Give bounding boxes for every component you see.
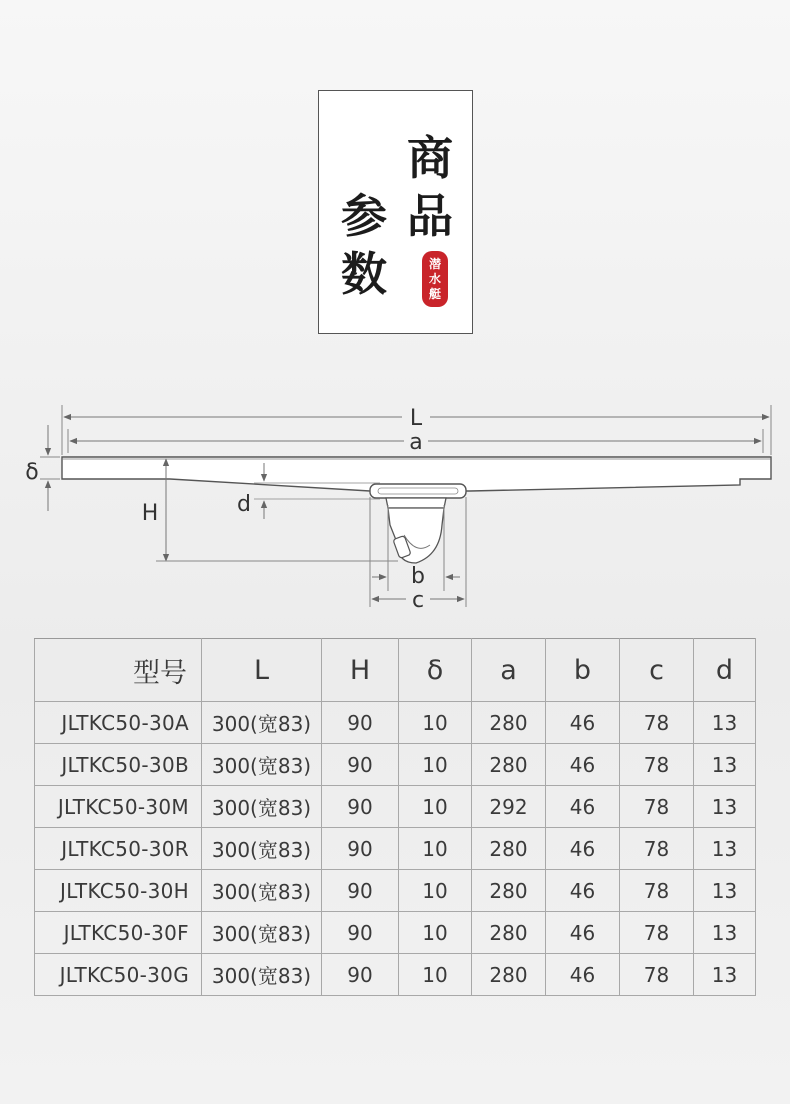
cell-a: 280 xyxy=(472,870,546,912)
cell-a: 280 xyxy=(472,702,546,744)
cell-b: 46 xyxy=(546,702,620,744)
cell-c: 78 xyxy=(620,954,694,996)
cell-L: 300(宽83) xyxy=(202,954,322,996)
label-b: b xyxy=(411,564,425,589)
cell-d: 13 xyxy=(694,870,756,912)
header-a: a xyxy=(472,639,546,702)
cell-d: 13 xyxy=(694,786,756,828)
title-char-2: 品 xyxy=(407,189,453,243)
cell-delta: 10 xyxy=(399,828,472,870)
cell-H: 90 xyxy=(322,954,399,996)
header-b: b xyxy=(546,639,620,702)
cell-c: 78 xyxy=(620,912,694,954)
cell-a: 280 xyxy=(472,912,546,954)
cell-H: 90 xyxy=(322,786,399,828)
cell-H: 90 xyxy=(322,870,399,912)
cell-b: 46 xyxy=(546,912,620,954)
cell-a: 280 xyxy=(472,954,546,996)
table-row xyxy=(35,912,756,954)
cell-model: JLTKC50-30B xyxy=(35,744,202,786)
header-d: d xyxy=(694,639,756,702)
seal-char-2: 水 xyxy=(428,271,441,286)
table-row xyxy=(35,954,756,996)
cell-delta: 10 xyxy=(399,786,472,828)
header-delta: δ xyxy=(399,639,472,702)
spec-table xyxy=(34,638,756,996)
cell-c: 78 xyxy=(620,828,694,870)
table-row xyxy=(35,744,756,786)
label-a: a xyxy=(409,430,423,455)
drain-channel-body xyxy=(62,457,771,563)
cell-model: JLTKC50-30H xyxy=(35,870,202,912)
title-char-3: 参 xyxy=(341,189,387,243)
seal-char-1: 潜 xyxy=(428,256,441,271)
cell-delta: 10 xyxy=(399,954,472,996)
label-d: d xyxy=(237,492,251,517)
cell-L: 300(宽83) xyxy=(202,828,322,870)
cell-L: 300(宽83) xyxy=(202,744,322,786)
cell-H: 90 xyxy=(322,828,399,870)
dimension-delta xyxy=(25,425,60,511)
cell-delta: 10 xyxy=(399,912,472,954)
header-L: L xyxy=(202,639,322,702)
cell-delta: 10 xyxy=(399,744,472,786)
header-model: 型号 xyxy=(35,639,202,702)
cell-d: 13 xyxy=(694,828,756,870)
cell-d: 13 xyxy=(694,954,756,996)
cell-L: 300(宽83) xyxy=(202,870,322,912)
cell-c: 78 xyxy=(620,744,694,786)
cell-model: JLTKC50-30M xyxy=(35,786,202,828)
cell-model: JLTKC50-30R xyxy=(35,828,202,870)
table-row xyxy=(35,702,756,744)
cell-b: 46 xyxy=(546,954,620,996)
label-delta: δ xyxy=(25,460,39,485)
cell-model: JLTKC50-30A xyxy=(35,702,202,744)
cell-b: 46 xyxy=(546,870,620,912)
cell-delta: 10 xyxy=(399,870,472,912)
dimension-a xyxy=(68,429,763,455)
title-char-1: 商 xyxy=(407,131,453,185)
seal-char-3: 艇 xyxy=(428,286,441,301)
cell-a: 292 xyxy=(472,786,546,828)
table-row xyxy=(35,870,756,912)
cell-a: 280 xyxy=(472,744,546,786)
table-header-row xyxy=(35,639,756,702)
cell-c: 78 xyxy=(620,702,694,744)
cell-b: 46 xyxy=(546,744,620,786)
cell-c: 78 xyxy=(620,870,694,912)
label-L: L xyxy=(409,406,423,431)
cell-model: JLTKC50-30F xyxy=(35,912,202,954)
cell-delta: 10 xyxy=(399,702,472,744)
title-card xyxy=(318,90,473,334)
cell-b: 46 xyxy=(546,786,620,828)
cell-H: 90 xyxy=(322,744,399,786)
label-c: c xyxy=(411,588,425,613)
cell-model: JLTKC50-30G xyxy=(35,954,202,996)
cell-d: 13 xyxy=(694,702,756,744)
cell-L: 300(宽83) xyxy=(202,786,322,828)
header-c: c xyxy=(620,639,694,702)
table-row xyxy=(35,828,756,870)
cell-L: 300(宽83) xyxy=(202,702,322,744)
cell-d: 13 xyxy=(694,744,756,786)
drain-dimension-diagram xyxy=(0,395,790,615)
cell-H: 90 xyxy=(322,912,399,954)
table-row xyxy=(35,786,756,828)
header-H: H xyxy=(322,639,399,702)
cell-b: 46 xyxy=(546,828,620,870)
red-seal-stamp xyxy=(422,251,448,307)
cell-c: 78 xyxy=(620,786,694,828)
cell-d: 13 xyxy=(694,912,756,954)
cell-L: 300(宽83) xyxy=(202,912,322,954)
title-char-4: 数 xyxy=(341,247,387,301)
cell-H: 90 xyxy=(322,702,399,744)
cell-a: 280 xyxy=(472,828,546,870)
label-H: H xyxy=(141,501,159,526)
